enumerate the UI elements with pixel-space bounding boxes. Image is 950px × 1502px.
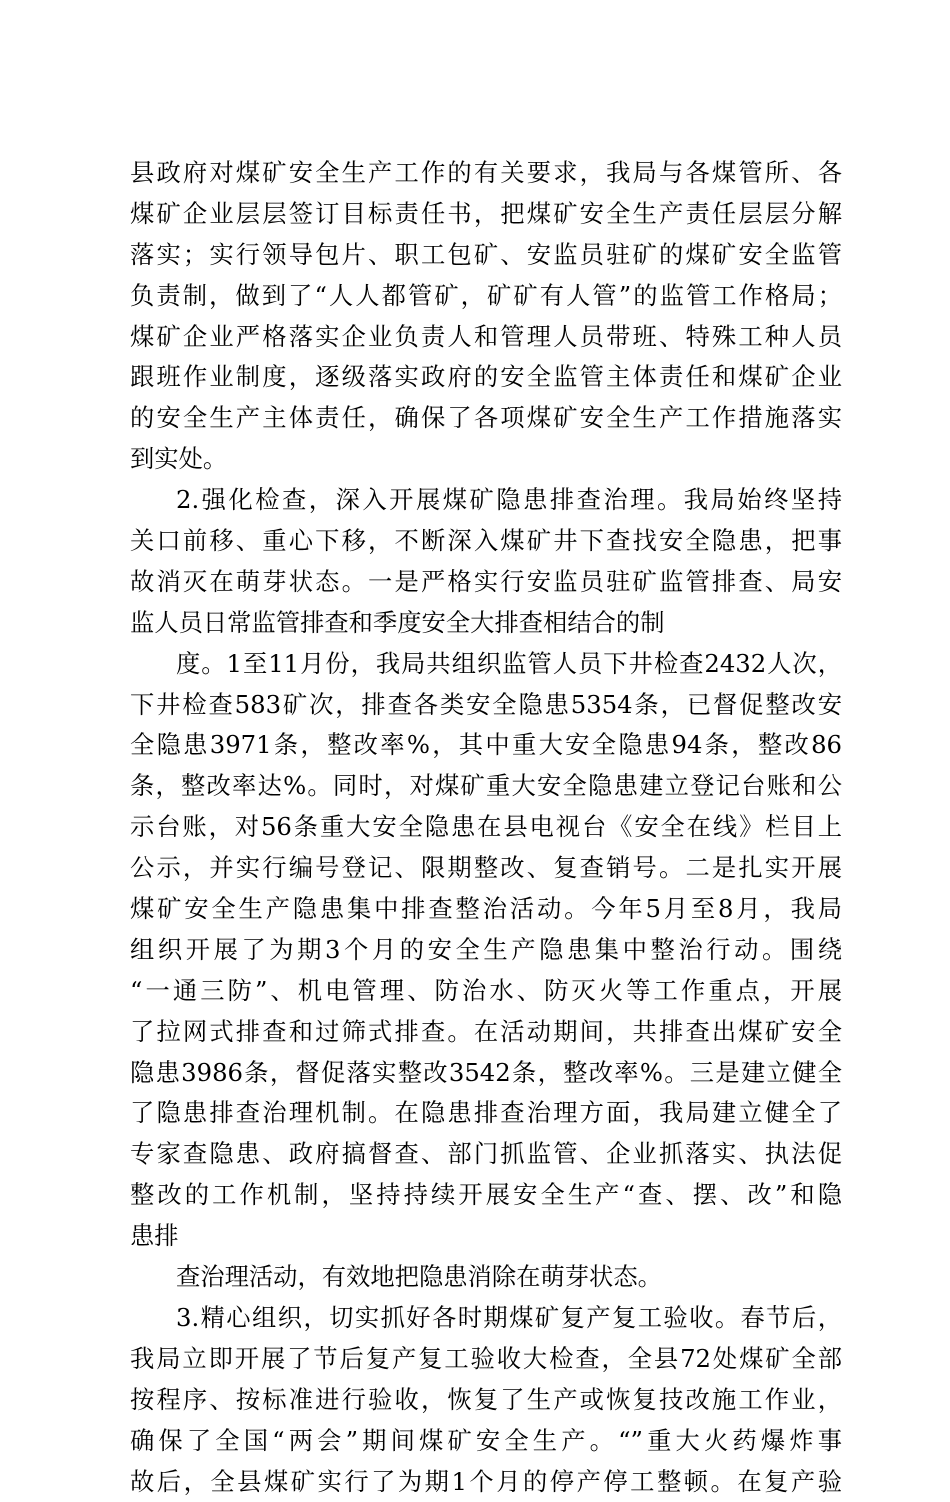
text-line: “一通三防”、机电管理、防治水、防灭火等工作重点，开展 (130, 971, 842, 1012)
text-line: 查治理活动，有效地把隐患消除在萌芽状态。 (130, 1257, 842, 1298)
text-line: 按程序、按标准进行验收，恢复了生产或恢复技改施工作业， (130, 1380, 842, 1421)
text-line: 条，整改率达%。同时，对煤矿重大安全隐患建立登记台账和公 (130, 766, 842, 807)
text-line: 落实；实行领导包片、职工包矿、安监员驻矿的煤矿安全监管 (130, 235, 842, 276)
text-line: 负责制，做到了“人人都管矿，矿矿有人管”的监管工作格局； (130, 276, 842, 317)
text-line: 关口前移、重心下移，不断深入煤矿井下查找安全隐患，把事 (130, 521, 842, 562)
text-line: 公示，并实行编号登记、限期整改、复查销号。二是扎实开展 (130, 848, 842, 889)
text-line: 我局立即开展了节后复产复工验收大检查，全县72处煤矿全部 (130, 1339, 842, 1380)
text-line: 县政府对煤矿安全生产工作的有关要求，我局与各煤管所、各 (130, 153, 842, 194)
text-line: 了隐患排查治理机制。在隐患排查治理方面，我局建立健全了 (130, 1093, 842, 1134)
text-line: 煤矿企业严格落实企业负责人和管理人员带班、特殊工种人员 (130, 317, 842, 358)
text-line: 跟班作业制度，逐级落实政府的安全监管主体责任和煤矿企业 (130, 357, 842, 398)
text-line: 了拉网式排查和过筛式排查。在活动期间，共排查出煤矿安全 (130, 1012, 842, 1053)
text-line: 故后，全县煤矿实行了为期1个月的停产停工整顿。在复产验 (130, 1462, 842, 1502)
text-line: 煤矿企业层层签订目标责任书，把煤矿安全生产责任层层分解 (130, 194, 842, 235)
text-line: 下井检查583矿次，排查各类安全隐患5354条，已督促整改安 (130, 685, 842, 726)
text-line: 专家查隐患、政府搞督查、部门抓监管、企业抓落实、执法促 (130, 1134, 842, 1175)
text-line: 组织开展了为期3个月的安全生产隐患集中整治行动。围绕 (130, 930, 842, 971)
text-line: 3.精心组织，切实抓好各时期煤矿复产复工验收。春节后， (130, 1298, 842, 1339)
text-line: 的安全生产主体责任，确保了各项煤矿安全生产工作措施落实 (130, 398, 842, 439)
text-line: 确保了全国“两会”期间煤矿安全生产。“”重大火药爆炸事 (130, 1421, 842, 1462)
text-line: 度。1至11月份，我局共组织监管人员下井检查2432人次， (130, 644, 842, 685)
text-line: 煤矿安全生产隐患集中排查整治活动。今年5月至8月，我局 (130, 889, 842, 930)
text-line: 故消灭在萌芽状态。一是严格实行安监员驻矿监管排查、局安 (130, 562, 842, 603)
body-text (130, 153, 842, 1502)
text-line: 监人员日常监管排查和季度安全大排查相结合的制 (130, 603, 842, 644)
text-line: 隐患3986条，督促落实整改3542条，整改率%。三是建立健全 (130, 1053, 842, 1094)
text-line: 2.强化检查，深入开展煤矿隐患排查治理。我局始终坚持 (130, 480, 842, 521)
text-line: 患排 (130, 1216, 842, 1257)
text-line: 到实处。 (130, 439, 842, 480)
text-line: 整改的工作机制，坚持持续开展安全生产“查、摆、改”和隐 (130, 1175, 842, 1216)
text-line: 示台账，对56条重大安全隐患在县电视台《安全在线》栏目上 (130, 807, 842, 848)
text-line: 全隐患3971条，整改率%，其中重大安全隐患94条，整改86 (130, 725, 842, 766)
